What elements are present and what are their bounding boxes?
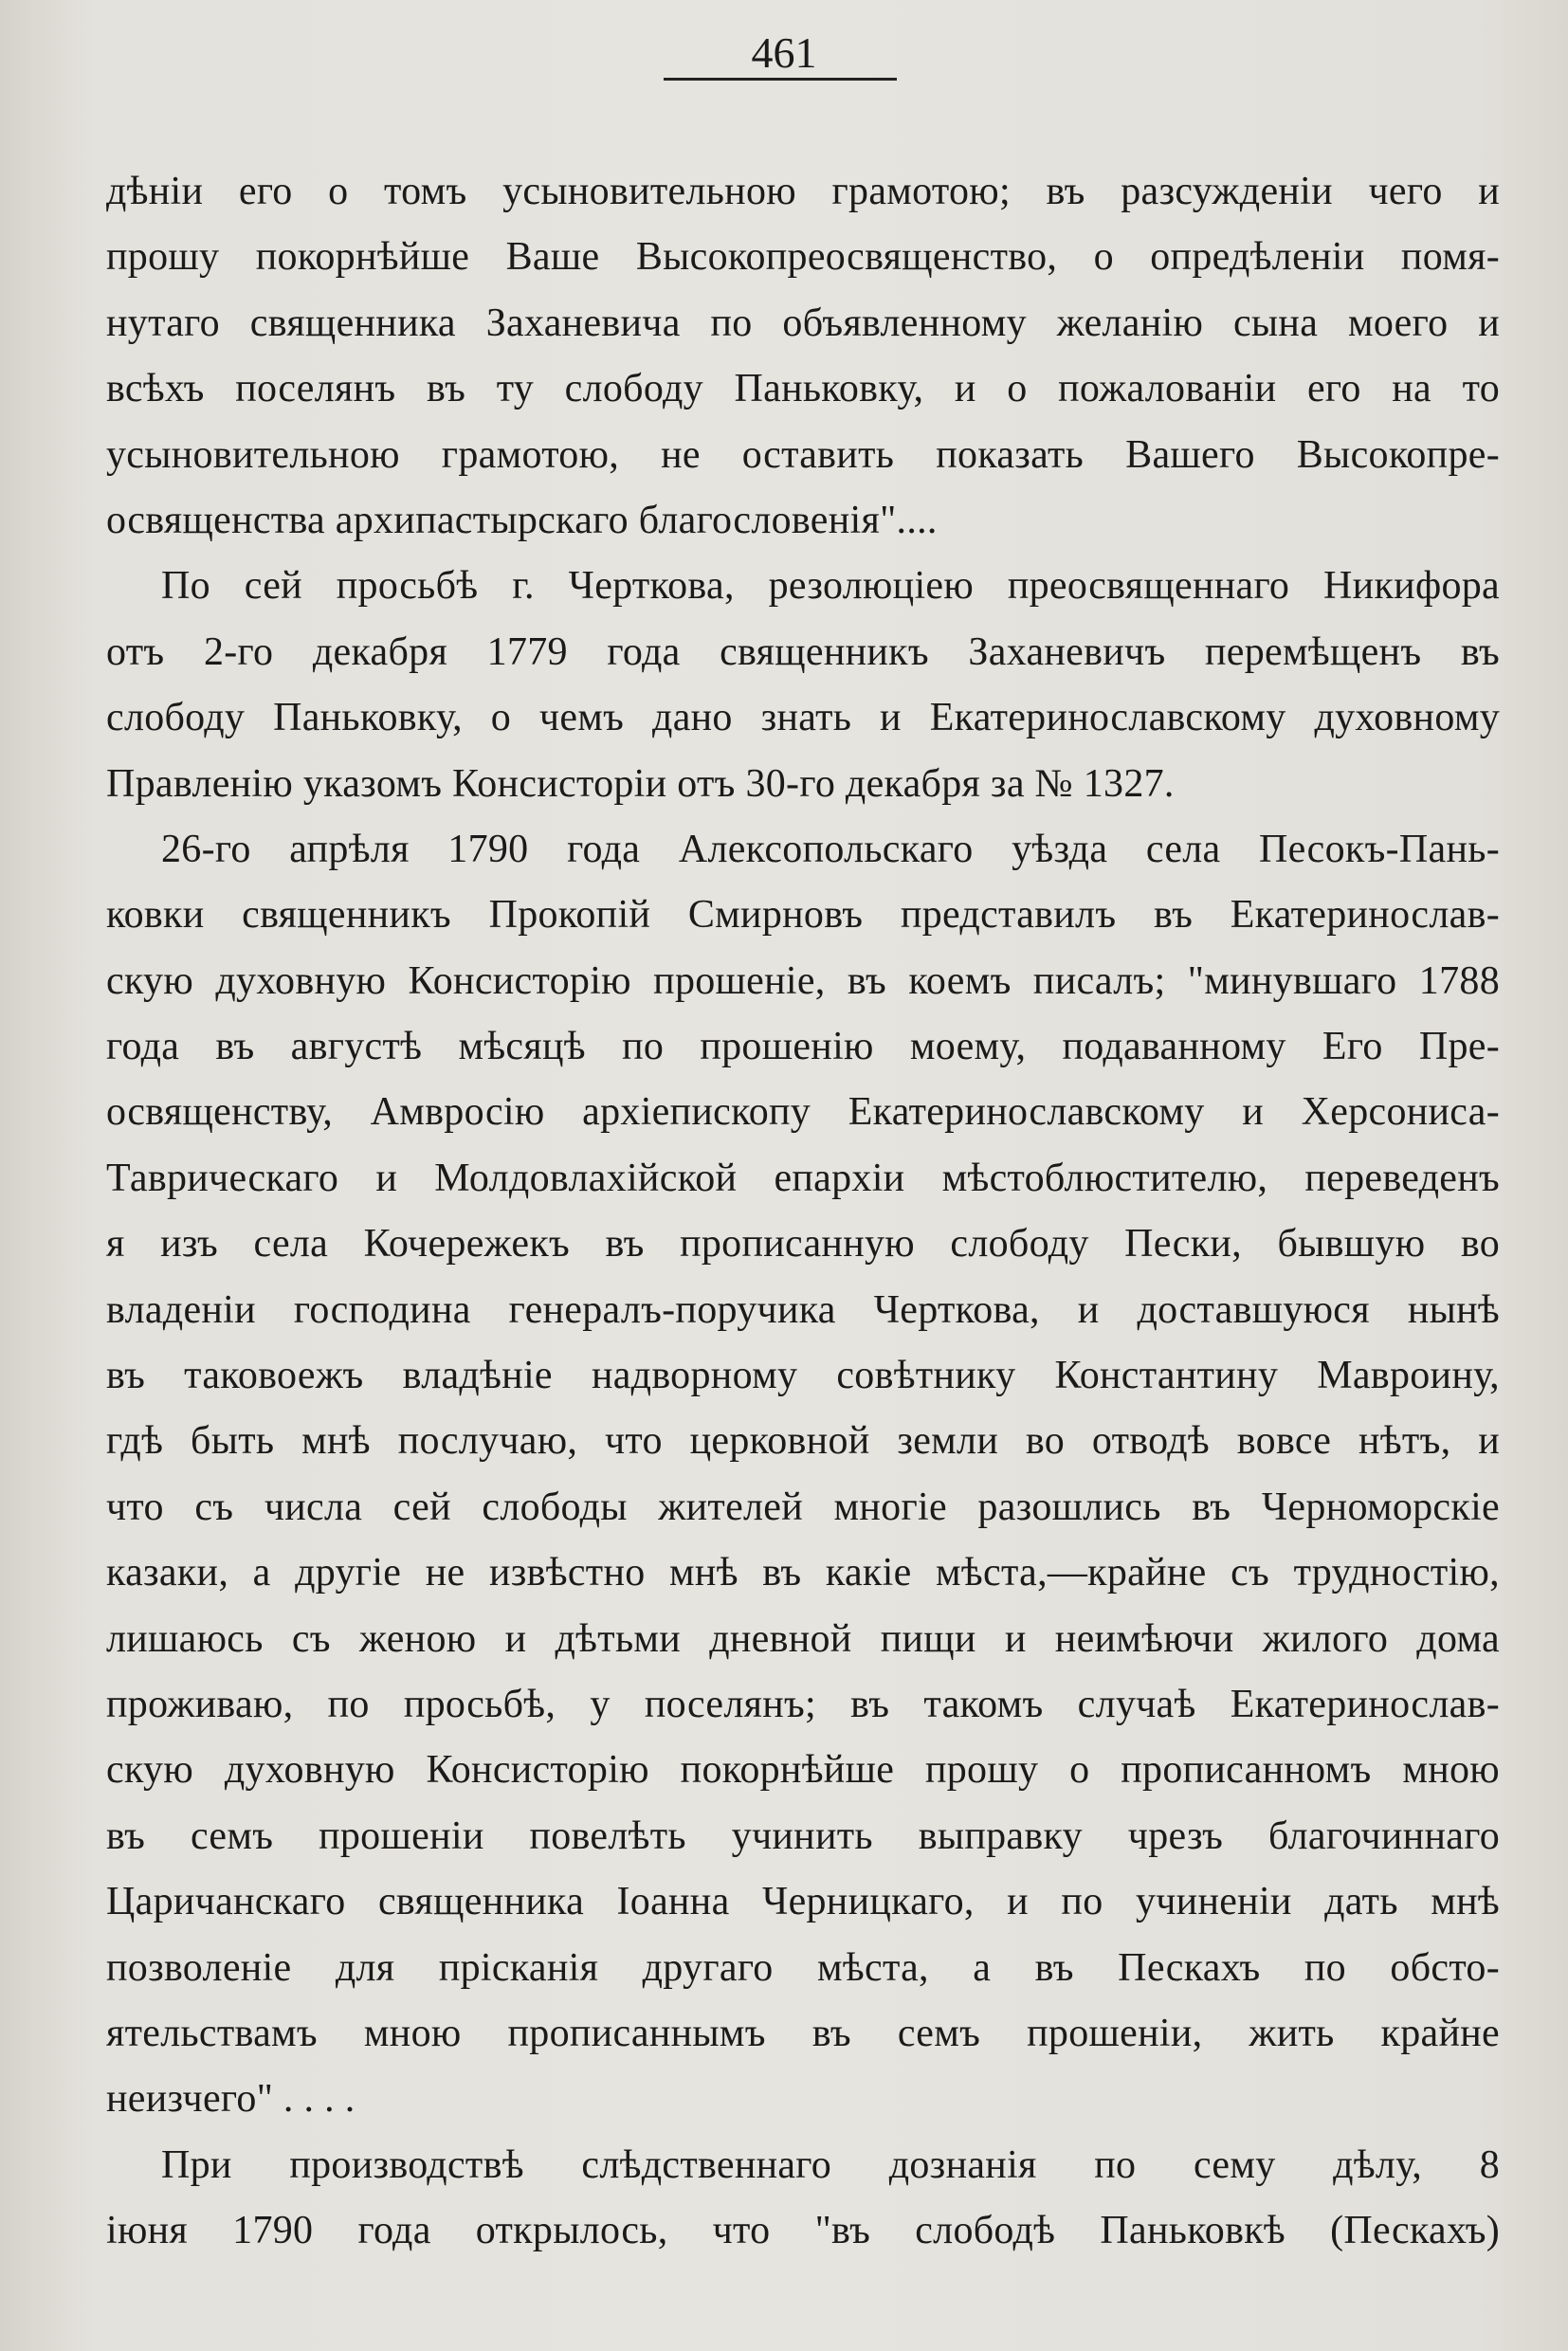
text-line: что съ числа сей слободы жителей многіе разошлись въ Черноморскіе	[106, 1485, 1500, 1529]
text-line: дѣніи его о томъ усыновительною грамотою; въ разсужденіи чего и	[106, 170, 1500, 213]
text-line: ятельствамъ мною прописаннымъ въ семъ прошеніи, жить крайне	[106, 2011, 1500, 2055]
text-line: неизчего" . . . .	[106, 2077, 356, 2122]
text-line: года въ августѣ мѣсяцѣ по прошенію моему, подаванному Его Пре-	[106, 1025, 1500, 1069]
text-line: проживаю, по просьбѣ, у поселянъ; въ такомъ случаѣ Екатеринослав-	[106, 1682, 1500, 1726]
text-line: всѣхъ поселянъ въ ту слободу Паньковку, и о пожалованіи его на то	[106, 367, 1500, 411]
text-line: лишаюсь съ женою и дѣтьми дневной пищи и неимѣючи жилого дома	[106, 1616, 1500, 1661]
text-line: слободу Паньковку, о чемъ дано знать и Екатеринославскому духовному	[106, 696, 1500, 740]
text-line: Правленію указомъ Консисторіи отъ 30-го декабря за № 1327.	[106, 761, 1175, 806]
text-line: По сей просьбѣ г. Черткова, резолюціею преосвященнаго Никифора	[161, 564, 1500, 609]
text-line: скую духовную Консисторію прошеніе, въ коемъ писалъ; "минувшаго 1788	[106, 958, 1500, 1003]
text-line: въ таковоежъ владѣніе надворному совѣтнику Константину Мавроину,	[106, 1354, 1500, 1398]
text-line: Царичанскаго священника Іоанна Черницкаго, и по учиненіи дать мнѣ	[106, 1880, 1500, 1924]
body-text	[106, 159, 1500, 2265]
text-line: ковки священникъ Прокопій Смирновъ представилъ въ Екатеринослав-	[106, 893, 1500, 938]
text-line: іюня 1790 года открылось, что "въ слободѣ Паньковкѣ (Пескахъ)	[106, 2209, 1500, 2253]
text-line: владеніи господина генералъ-поручика Черткова, и доставшуюся нынѣ	[106, 1287, 1500, 1332]
page-number: 461	[751, 28, 817, 77]
text-line: я изъ села Кочережекъ въ прописанную слободу Пески, бывшую во	[106, 1222, 1500, 1267]
page-number-rule	[664, 78, 897, 81]
text-line: При производствѣ слѣдственнаго дознанія по сему дѣлу, 8	[161, 2142, 1500, 2187]
text-line: прошу покорнѣйше Ваше Высокопреосвященство, о опредѣленіи помя-	[106, 235, 1500, 280]
text-line: освященству, Амвросію архіепископу Екатеринославскому и Херсониса-	[106, 1090, 1500, 1135]
text-line: усыновительною грамотою, не оставить показать Вашего Высокопре-	[106, 432, 1500, 477]
text-line: казаки, а другіе не извѣстно мнѣ въ какіе мѣста,—крайне съ трудностію,	[106, 1551, 1500, 1595]
text-line: Таврическаго и Молдовлахійской епархіи мѣстоблюстителю, переведенъ	[106, 1156, 1500, 1200]
text-line: гдѣ быть мнѣ послучаю, что церковной земли во отводѣ вовсе нѣтъ, и	[106, 1419, 1500, 1464]
text-line: 26-го апрѣля 1790 года Алексопольскаго уѣзда села Песокъ-Пань-	[161, 827, 1500, 871]
text-line: въ семъ прошеніи повелѣть учинить выправку чрезъ благочиннаго	[106, 1813, 1500, 1858]
text-line: освященства архипастырскаго благословенія"....	[106, 498, 938, 542]
text-line: скую духовную Консисторію покорнѣйше прошу о прописанномъ мною	[106, 1748, 1500, 1793]
text-line: отъ 2-го декабря 1779 года священникъ Заханевичъ перемѣщенъ въ	[106, 629, 1500, 674]
text-line: позволеніе для прісканія другаго мѣста, а въ Пескахъ по обсто-	[106, 1945, 1500, 1990]
text-line: нутаго священника Заханевича по объявленному желанію сына моего и	[106, 301, 1500, 345]
